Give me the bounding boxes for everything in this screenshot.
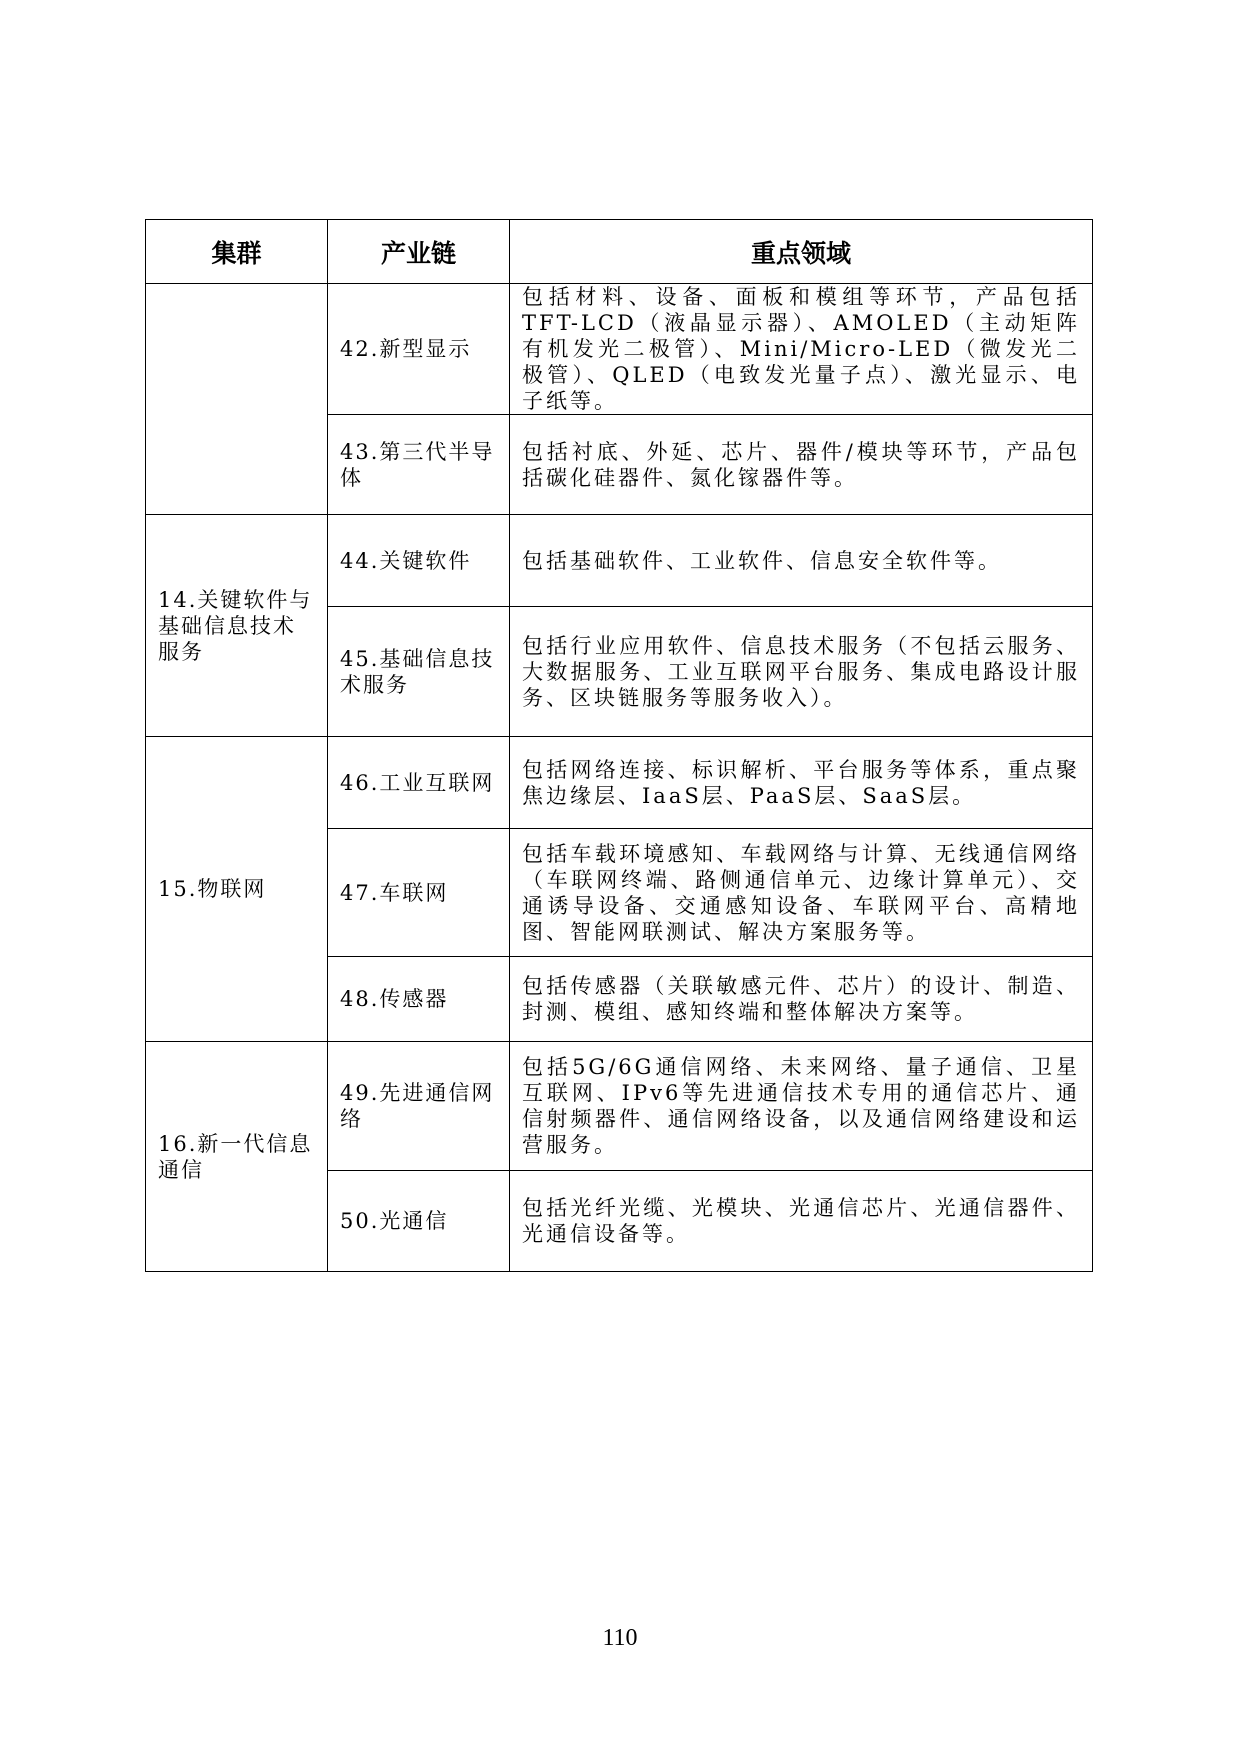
industry-table [145, 219, 1093, 1272]
cluster-cell: 16.新一代信息通信 [146, 1042, 328, 1272]
table-row [146, 1042, 1093, 1171]
focus-cell: 包括基础软件、工业软件、信息安全软件等。 [510, 515, 1093, 607]
focus-cell: 包括行业应用软件、信息技术服务（不包括云服务、大数据服务、工业互联网平台服务、集成电路设计服务、区块链服务等服务收入）。 [510, 607, 1093, 737]
chain-cell: 48.传感器 [328, 957, 510, 1042]
chain-cell: 46.工业互联网 [328, 737, 510, 829]
header-focus: 重点领域 [510, 220, 1093, 284]
chain-cell: 47.车联网 [328, 829, 510, 957]
table-row [146, 284, 1093, 415]
chain-cell: 50.光通信 [328, 1171, 510, 1272]
cluster-cell: 15.物联网 [146, 737, 328, 1042]
focus-cell: 包括材料、设备、面板和模组等环节，产品包括TFT-LCD（液晶显示器）、AMOLED（主动矩阵有机发光二极管）、Mini/Micro-LED（微发光二极管）、QLED（电致发光量子点）、激光显示、电子纸等。 [510, 284, 1093, 415]
focus-cell: 包括光纤光缆、光模块、光通信芯片、光通信器件、光通信设备等。 [510, 1171, 1093, 1272]
page-number: 110 [602, 1625, 638, 1651]
header-chain: 产业链 [328, 220, 510, 284]
chain-cell: 49.先进通信网络 [328, 1042, 510, 1171]
chain-cell: 44.关键软件 [328, 515, 510, 607]
focus-cell: 包括网络连接、标识解析、平台服务等体系，重点聚焦边缘层、IaaS层、PaaS层、SaaS层。 [510, 737, 1093, 829]
table-header-row [146, 220, 1093, 284]
focus-cell: 包括5G/6G通信网络、未来网络、量子通信、卫星互联网、IPv6等先进通信技术专用的通信芯片、通信射频器件、通信网络设备，以及通信网络建设和运营服务。 [510, 1042, 1093, 1171]
chain-cell: 42.新型显示 [328, 284, 510, 415]
focus-cell: 包括传感器（关联敏感元件、芯片）的设计、制造、封测、模组、感知终端和整体解决方案等。 [510, 957, 1093, 1042]
chain-cell: 43.第三代半导体 [328, 415, 510, 515]
cluster-cell [146, 284, 328, 515]
cluster-cell: 14.关键软件与基础信息技术服务 [146, 515, 328, 737]
focus-cell: 包括车载环境感知、车载网络与计算、无线通信网络（车联网终端、路侧通信单元、边缘计算单元）、交通诱导设备、交通感知设备、车联网平台、高精地图、智能网联测试、解决方案服务等。 [510, 829, 1093, 957]
table-row [146, 515, 1093, 607]
header-cluster: 集群 [146, 220, 328, 284]
table-row [146, 737, 1093, 829]
focus-cell: 包括衬底、外延、芯片、器件/模块等环节，产品包括碳化硅器件、氮化镓器件等。 [510, 415, 1093, 515]
chain-cell: 45.基础信息技术服务 [328, 607, 510, 737]
